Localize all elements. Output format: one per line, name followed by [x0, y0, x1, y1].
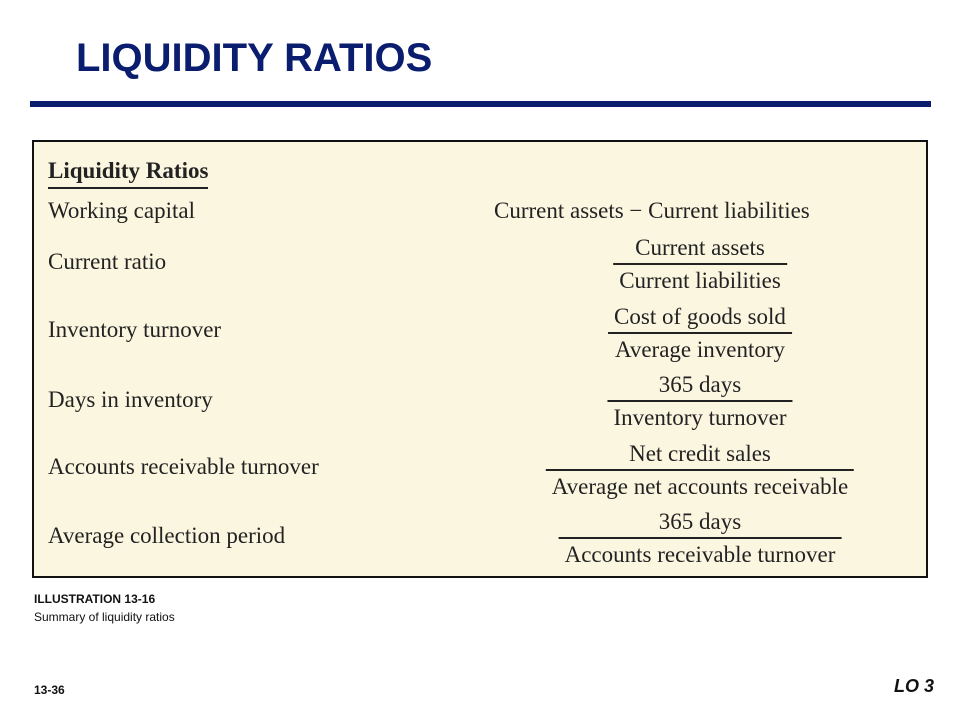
numerator: 365 days [658, 372, 742, 397]
title-divider [30, 101, 931, 107]
ratio-name-accounts-receivable-turnover: Accounts receivable turnover [48, 454, 319, 479]
illustration-caption: Summary of liquidity ratios [34, 610, 175, 624]
ratio-name-working-capital: Working capital [48, 198, 195, 223]
numerator: Net credit sales [629, 441, 771, 466]
denominator: Current liabilities [619, 268, 781, 293]
table-heading: Liquidity Ratios [48, 158, 208, 189]
denominator: Average inventory [614, 337, 786, 362]
slide-title: LIQUIDITY RATIOS [76, 36, 433, 80]
ratio-name-inventory-turnover: Inventory turnover [48, 317, 222, 342]
ratio-name-current-ratio: Current ratio [48, 249, 167, 274]
learning-objective-label: LO 3 [893, 676, 934, 696]
illustration-label: ILLUSTRATION 13-16 [34, 592, 156, 606]
formula-working-capital: Current assets − Current liabilities [494, 198, 810, 223]
ratio-name-days-in-inventory: Days in inventory [48, 387, 213, 412]
numerator: Cost of goods sold [614, 304, 786, 329]
denominator: Accounts receivable turnover [564, 542, 836, 567]
formula-average-collection-period [559, 509, 842, 568]
page-number: 13-36 [34, 683, 65, 697]
numerator: 365 days [658, 509, 742, 534]
numerator: Current assets [635, 235, 765, 260]
liquidity-ratios-table [32, 140, 928, 578]
formula-current-ratio [613, 235, 787, 294]
formula-days-in-inventory [607, 372, 792, 431]
formula-accounts-receivable-turnover [546, 441, 854, 500]
ratio-name-average-collection-period: Average collection period [48, 523, 286, 548]
denominator: Inventory turnover [613, 405, 787, 430]
denominator: Average net accounts receivable [551, 474, 849, 499]
formula-inventory-turnover [608, 304, 792, 363]
